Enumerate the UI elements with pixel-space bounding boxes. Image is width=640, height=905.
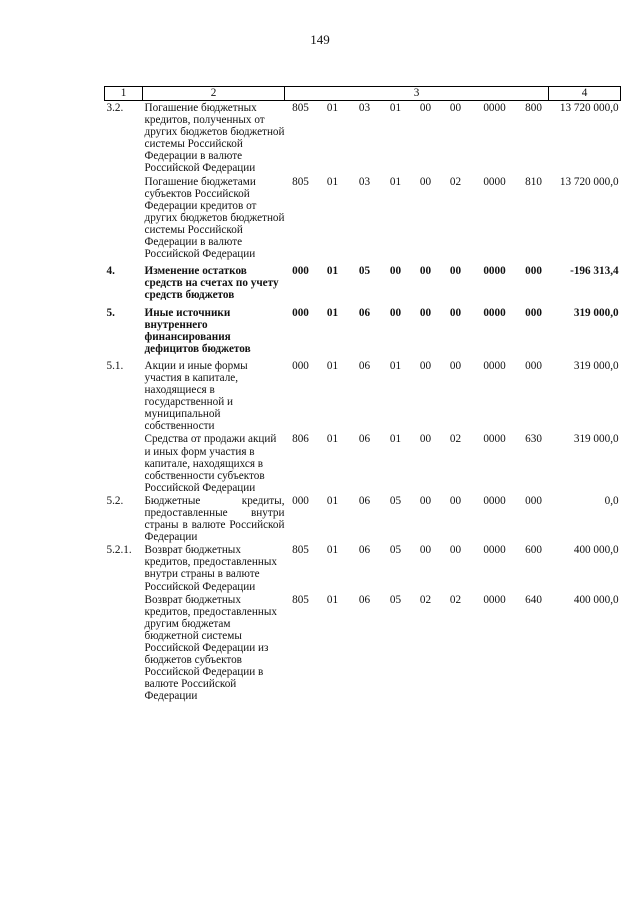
code-segment-5: 00 <box>419 306 432 319</box>
code-segment-2: 01 <box>326 175 339 188</box>
code-segment-3: 05 <box>358 265 371 278</box>
table-row <box>105 175 621 261</box>
row-description: Бюджетные кредиты, предоставленные внутри страны в валюте Российской Федерации <box>144 494 285 544</box>
code-segment-6: 02 <box>449 433 462 446</box>
row-description: Возврат бюджетных кредитов, предоставленных другим бюджетам бюджетной системы Российской Федерации из бюджетов субъектов Российской Федерации в валюте Российской Федерации <box>144 593 277 703</box>
table-row <box>105 543 621 592</box>
code-segment-5: 00 <box>419 359 432 372</box>
row-number: 5.2.1. <box>106 544 132 557</box>
code-segment-1: 000 <box>292 306 309 319</box>
row-amount: 319 000,0 <box>573 359 619 372</box>
code-segment-7: 0000 <box>483 544 506 557</box>
code-segment-5: 00 <box>419 102 432 114</box>
code-segment-1: 000 <box>292 494 309 507</box>
row-amount: 319 000,0 <box>573 433 619 446</box>
row-amount: 0,0 <box>604 494 619 507</box>
code-segment-5: 00 <box>419 175 432 188</box>
row-description: Изменение остатков средств на счетах по учету средств бюджетов <box>144 265 279 302</box>
code-segment-6: 02 <box>449 175 462 188</box>
table-row <box>105 355 621 433</box>
code-segment-1: 000 <box>292 265 309 278</box>
code-segment-8: 000 <box>525 359 542 372</box>
code-segment-8: 810 <box>525 175 542 188</box>
code-segment-5: 00 <box>419 544 432 557</box>
code-segment-8: 800 <box>525 102 542 114</box>
code-segment-2: 01 <box>326 494 339 507</box>
row-amount: -196 313,4 <box>570 265 619 278</box>
row-description: Средства от продажи акций и иных форм участия в капитале, находящихся в собственности субъектов Российской Федерации <box>144 433 277 494</box>
row-number <box>105 432 143 493</box>
budget-sources-table <box>104 86 621 703</box>
code-segment-6: 00 <box>449 265 462 278</box>
row-number: 4. <box>106 265 115 278</box>
table-row <box>105 260 621 301</box>
code-segment-6: 00 <box>449 306 462 319</box>
row-description: Погашение бюджетами субъектов Российской Федерации кредитов от других бюджетов бюджетной системы Российской Федерации в валюте Российской Федерации <box>144 175 285 261</box>
code-segment-5: 00 <box>419 433 432 446</box>
code-segment-7: 0000 <box>483 433 506 446</box>
code-segment-6: 00 <box>449 359 462 372</box>
table-row <box>105 593 621 703</box>
code-segment-4: 01 <box>389 175 402 188</box>
code-segment-6: 00 <box>449 494 462 507</box>
code-segment-8: 640 <box>525 593 542 606</box>
row-description: Иные источники внутреннего финансирования дефицитов бюджетов <box>144 306 251 355</box>
code-segment-5: 02 <box>419 593 432 606</box>
code-segment-6: 02 <box>449 593 462 606</box>
code-segment-7: 0000 <box>483 102 506 114</box>
page-number: 149 <box>310 32 330 47</box>
table-row <box>105 494 621 543</box>
code-segment-2: 01 <box>326 593 339 606</box>
code-segment-3: 06 <box>358 433 371 446</box>
header-col-4: 4 <box>549 87 621 101</box>
code-segment-7: 0000 <box>483 175 506 188</box>
code-segment-4: 01 <box>389 359 402 372</box>
code-segment-6: 00 <box>449 544 462 557</box>
code-segment-2: 01 <box>326 265 339 278</box>
code-segment-7: 0000 <box>483 306 506 319</box>
code-segment-8: 630 <box>525 433 542 446</box>
code-segment-8: 000 <box>525 265 542 278</box>
row-amount: 400 000,0 <box>573 593 619 606</box>
code-segment-8: 000 <box>525 494 542 507</box>
code-segment-4: 00 <box>389 265 402 278</box>
code-segment-4: 05 <box>389 494 402 507</box>
code-segment-2: 01 <box>326 433 339 446</box>
code-segment-4: 01 <box>389 433 402 446</box>
code-segment-3: 06 <box>358 593 371 606</box>
code-segment-3: 06 <box>358 306 371 319</box>
code-segment-3: 06 <box>358 359 371 372</box>
row-amount: 319 000,0 <box>573 306 619 319</box>
code-segment-7: 0000 <box>483 359 506 372</box>
code-segment-4: 05 <box>389 544 402 557</box>
header-col-2: 2 <box>143 87 285 101</box>
code-segment-1: 000 <box>292 359 309 372</box>
header-row <box>105 87 621 101</box>
code-segment-5: 00 <box>419 494 432 507</box>
row-number: 5.2. <box>106 494 124 507</box>
code-segment-1: 805 <box>292 593 309 606</box>
row-description: Возврат бюджетных кредитов, предоставленных внутри страны в валюте Российской Федерации <box>144 544 277 593</box>
code-segment-7: 0000 <box>483 265 506 278</box>
row-number: 3.2. <box>106 102 124 114</box>
code-segment-1: 805 <box>292 544 309 557</box>
code-segment-2: 01 <box>326 102 339 114</box>
row-number: 5. <box>106 306 115 319</box>
code-segment-3: 03 <box>358 175 371 188</box>
table-row <box>105 432 621 493</box>
code-segment-4: 00 <box>389 306 402 319</box>
code-segment-8: 000 <box>525 306 542 319</box>
code-segment-4: 05 <box>389 593 402 606</box>
table-row <box>105 101 621 175</box>
code-segment-3: 06 <box>358 494 371 507</box>
code-segment-2: 01 <box>326 306 339 319</box>
code-segment-3: 03 <box>358 102 371 114</box>
row-description: Акции и иные формы участия в капитале, находящиеся в государственной и муниципальной собственности <box>144 359 248 433</box>
code-segment-3: 06 <box>358 544 371 557</box>
code-segment-1: 805 <box>292 102 309 114</box>
row-number <box>105 175 143 261</box>
header-col-1: 1 <box>105 87 143 101</box>
table-row <box>105 302 621 355</box>
code-segment-7: 0000 <box>483 494 506 507</box>
code-segment-2: 01 <box>326 359 339 372</box>
code-segment-8: 600 <box>525 544 542 557</box>
row-number: 5.1. <box>106 359 124 372</box>
row-amount: 400 000,0 <box>573 544 619 557</box>
code-segment-4: 01 <box>389 102 402 114</box>
row-number <box>105 593 143 703</box>
code-segment-1: 805 <box>292 175 309 188</box>
code-segment-1: 806 <box>292 433 309 446</box>
row-description: Погашение бюджетных кредитов, полученных от других бюджетов бюджетной системы Российской Федерации в валюте Российской Федерации <box>144 102 285 175</box>
code-segment-5: 00 <box>419 265 432 278</box>
header-col-3: 3 <box>285 87 549 101</box>
code-segment-6: 00 <box>449 102 462 114</box>
code-segment-7: 0000 <box>483 593 506 606</box>
row-amount: 13 720 000,0 <box>559 175 619 188</box>
row-amount: 13 720 000,0 <box>559 102 619 114</box>
code-segment-2: 01 <box>326 544 339 557</box>
